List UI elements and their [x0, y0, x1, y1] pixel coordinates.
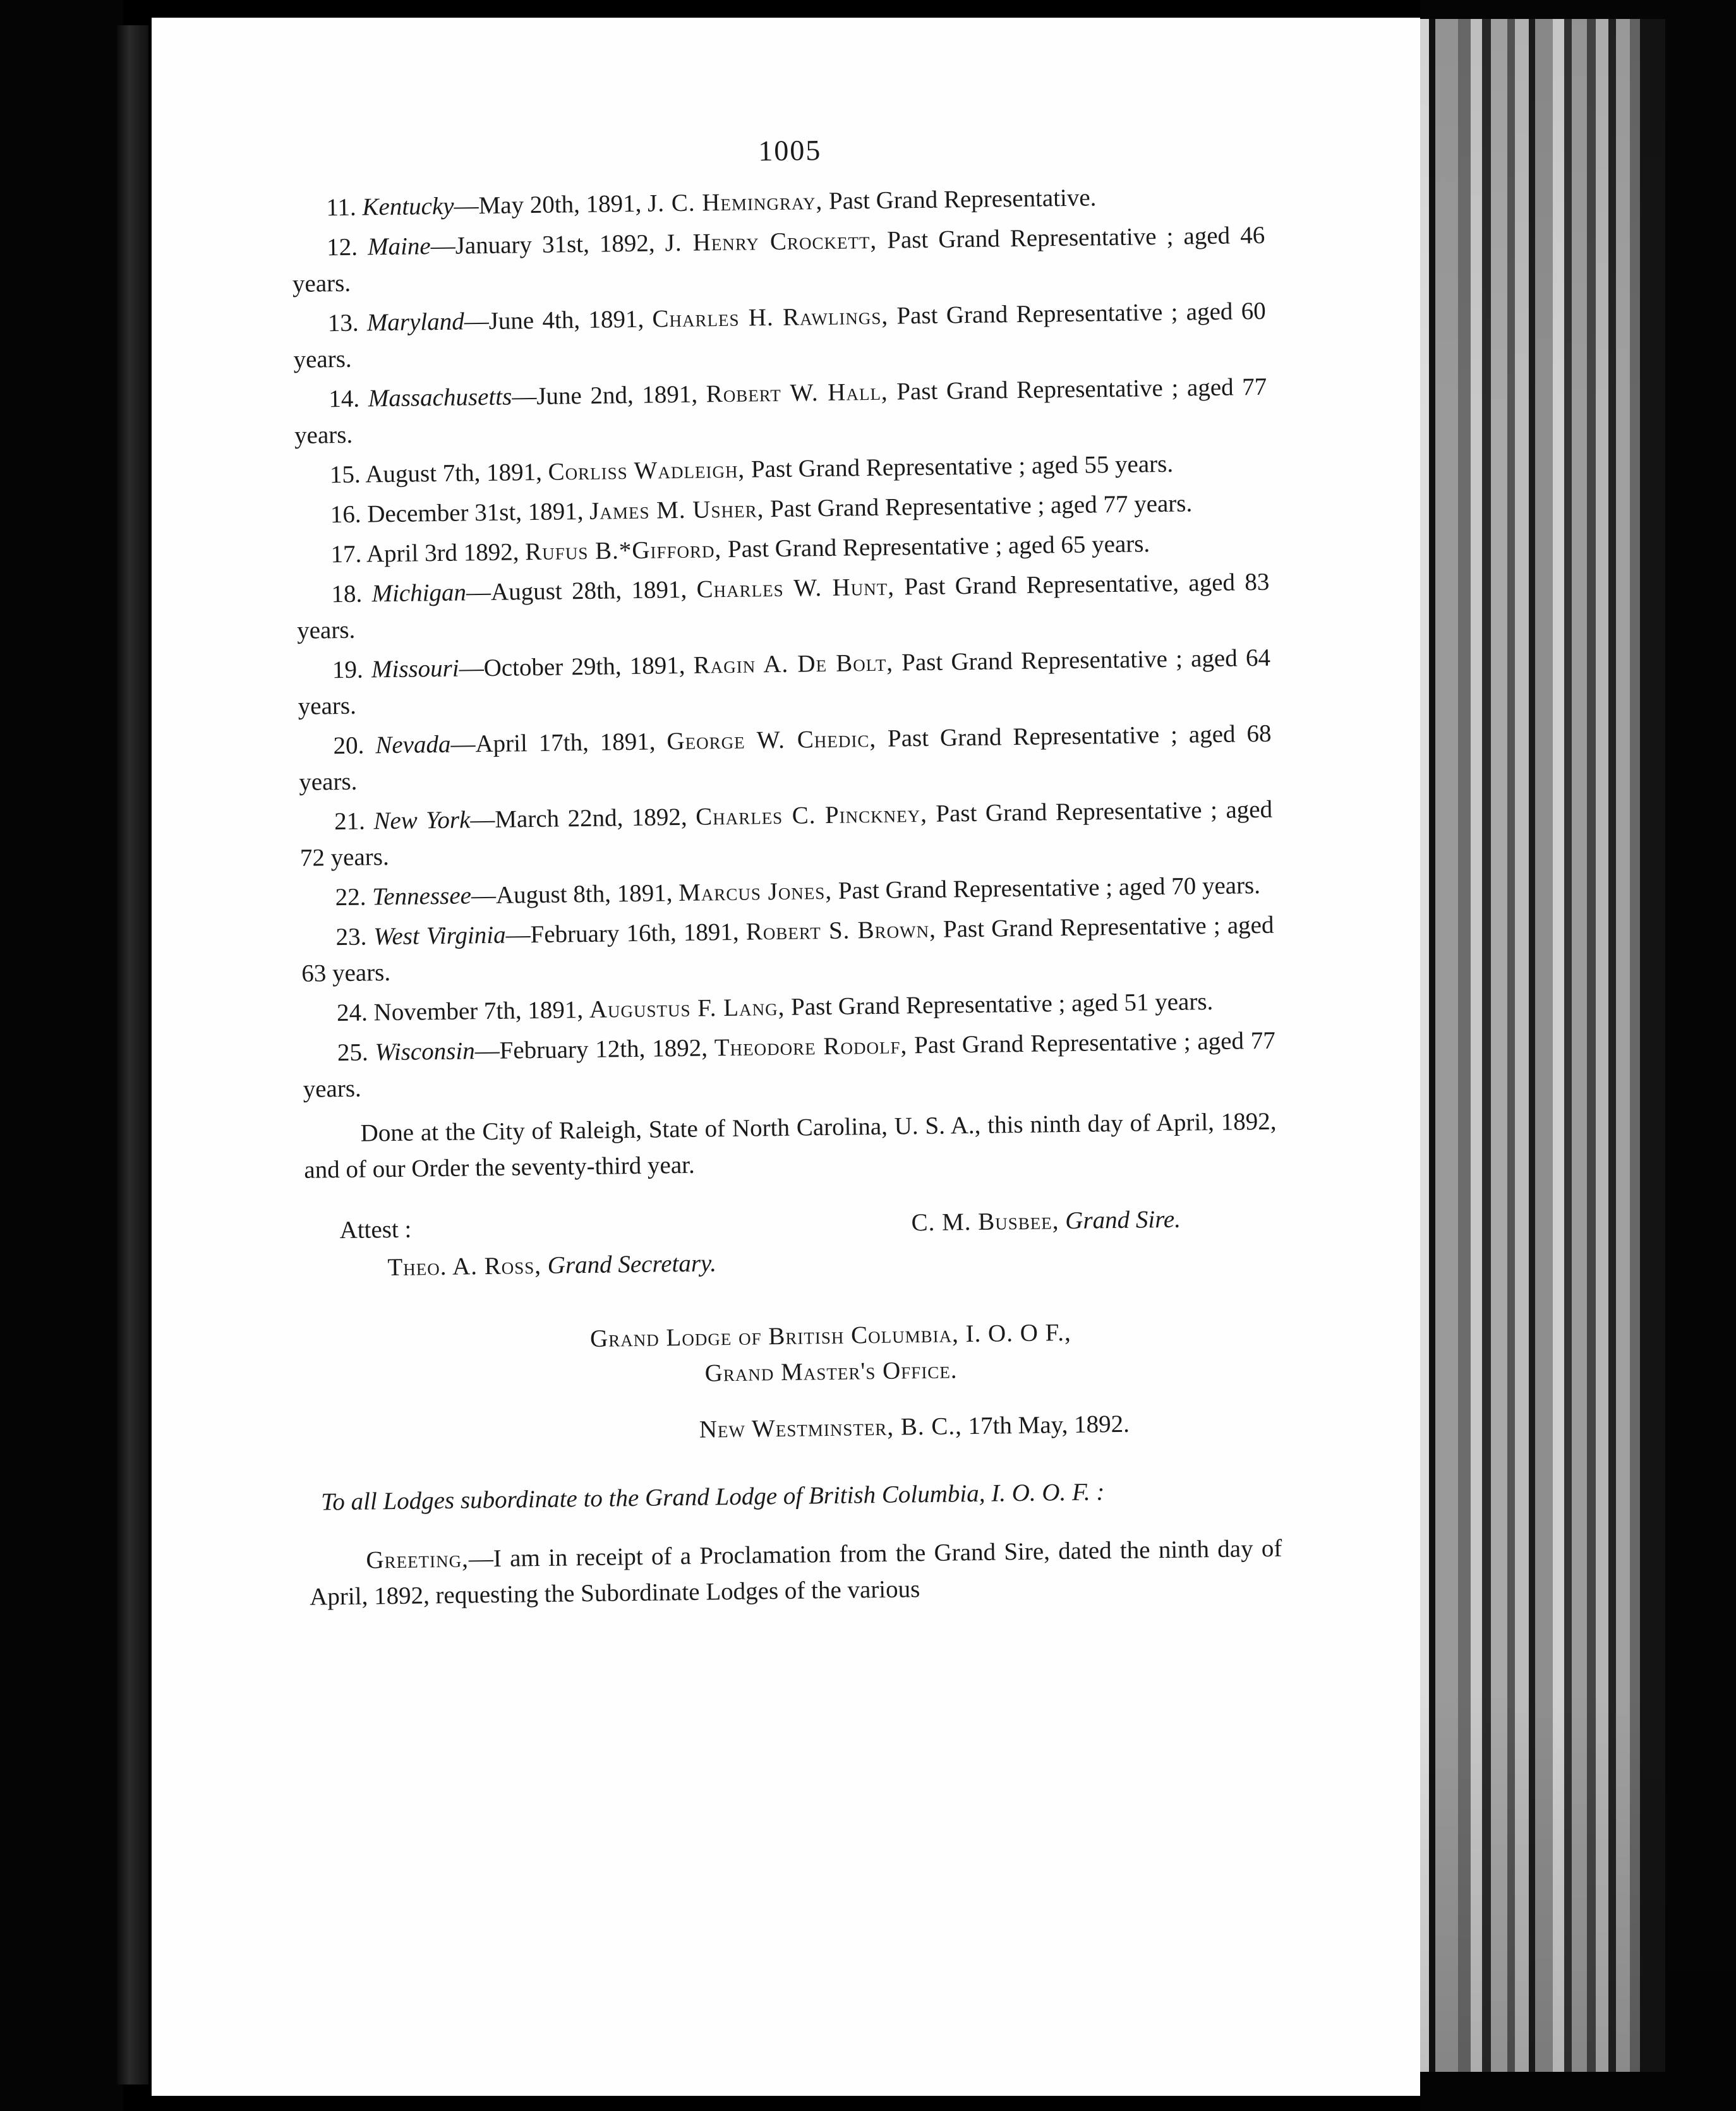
entry-date: August 28th, 1891,	[490, 575, 687, 606]
grand-sire-signature	[911, 1201, 1181, 1241]
entry-name: Charles C. Pinckney,	[695, 800, 928, 831]
entry-name: Rufus B.*Gifford,	[524, 536, 722, 566]
entry-state: Massachusetts	[368, 383, 512, 412]
entry-number: 20.	[333, 731, 365, 760]
entry-name: J. Henry Crockett,	[665, 226, 877, 257]
entry-date: April 3rd 1892,	[366, 538, 519, 568]
entry-date: April 17th, 1891,	[475, 728, 656, 758]
entry-description: Past Grand Representative, aged 83 years.	[296, 568, 1270, 644]
entry-description: Past Grand Representative ; aged 77 years.	[769, 490, 1193, 523]
left-book-spine	[0, 0, 123, 2111]
entry-number: 22.	[335, 883, 366, 911]
entry-name: Charles H. Rawlings,	[652, 302, 889, 333]
entry-state: Maryland	[366, 308, 464, 337]
entry-description: Past Grand Representative ; aged 68 years.	[299, 719, 1272, 796]
entry-description: Past Grand Representative ; aged 77 years.	[294, 373, 1267, 449]
page-number: 1005	[757, 134, 822, 167]
place-date-line	[699, 1404, 1281, 1448]
entry-number: 18.	[331, 580, 363, 608]
greeting-paragraph	[309, 1531, 1282, 1615]
entry-date: August 8th, 1891,	[495, 879, 673, 909]
entry-name: Robert W. Hall,	[706, 378, 888, 408]
entry-name: Marcus Jones,	[678, 877, 833, 907]
entry-name: Ragin A. De Bolt,	[693, 649, 894, 679]
entry-description: Past Grand Representative ; aged 64 years.	[298, 644, 1271, 720]
entry-name: James M. Usher,	[589, 495, 764, 525]
entry-description: Past Grand Representative ; aged 63 years.	[301, 911, 1274, 987]
entry-number: 23.	[335, 923, 367, 951]
entry-description: Past Grand Representative ; aged 77 years.	[303, 1026, 1276, 1103]
lodge-heading-line2: Grand Master's Office.	[704, 1356, 958, 1387]
entry-description: Past Grand Representative ; aged 60 years.	[293, 297, 1266, 373]
entry-date: October 29th, 1891,	[483, 651, 685, 682]
entry-number: 14.	[329, 385, 360, 413]
obituary-entry: 11. Kentucky—May 20th, 1891, J. C. Hemingray, Past Grand Representative.	[326, 184, 1097, 222]
entry-name: J. C. Hemingray,	[647, 187, 823, 217]
entry-date: January 31st, 1892,	[455, 229, 655, 260]
page-edges-shading	[1420, 0, 1736, 2111]
entry-state: Maine	[367, 232, 431, 261]
entry-state: Missouri	[371, 654, 459, 683]
obituary-entry: 14. Massachusetts—June 2nd, 1891, Robert W. Hall, Past Grand Representative ; aged 77 years.	[294, 373, 1267, 449]
obituary-list	[291, 177, 1276, 1107]
entry-state: Kentucky	[362, 192, 454, 221]
entry-description: Past Grand Representative.	[828, 184, 1097, 215]
entry-date: March 22nd, 1892,	[495, 803, 687, 833]
entry-name: Theodore Rodolf,	[714, 1031, 908, 1062]
greeting-word: Greeting,	[366, 1545, 469, 1574]
secretary-title: Grand Secretary.	[547, 1249, 717, 1279]
obituary-entry: 20. Nevada—April 17th, 1891, George W. Chedic, Past Grand Representative ; aged 68 years.	[299, 719, 1272, 796]
entry-number: 12.	[326, 233, 358, 262]
entry-state: Michigan	[371, 579, 467, 608]
entry-number: 16.	[330, 500, 361, 529]
page-edges-stack	[1420, 0, 1736, 2111]
entry-description: Past Grand Representative ; aged 65 years.	[727, 530, 1150, 563]
entry-number: 21.	[334, 807, 366, 836]
entry-description: Past Grand Representative ; aged 51 years.	[790, 988, 1214, 1021]
entry-description: Past Grand Representative ; aged 72 years.	[299, 795, 1273, 872]
attest-label: Attest :	[339, 1215, 412, 1244]
place-name: New Westminster, B. C.,	[699, 1412, 963, 1443]
entry-description: Past Grand Representative ; aged 70 years.	[838, 872, 1261, 905]
entry-description: Past Grand Representative ; aged 55 years.	[750, 450, 1174, 483]
secretary-name: Theo. A. Ross,	[387, 1251, 542, 1282]
entry-name: Corliss Wadleigh,	[548, 455, 745, 486]
entry-name: Charles W. Hunt,	[696, 573, 895, 603]
entry-number: 13.	[327, 309, 359, 337]
lodge-heading-line1: Grand Lodge of British Columbia, I. O. O F.,	[589, 1318, 1071, 1352]
entry-date: May 20th, 1891,	[478, 189, 642, 220]
entry-name: Augustus F. Lang,	[589, 993, 785, 1023]
obituary-entry: 21. New York—March 22nd, 1892, Charles C. Pinckney, Past Grand Representative ; aged 72 years.	[299, 795, 1273, 872]
entry-date: August 7th, 1891,	[365, 458, 543, 488]
greeting-text: —I am in receipt of a Proclamation from the Grand Sire, dated the ninth day of April, 1892, requesting the Subordinate Lodges of the various	[309, 1534, 1282, 1611]
entry-date: December 31st, 1891,	[367, 497, 584, 528]
entry-date: June 2nd, 1891,	[536, 380, 698, 410]
lodge-heading	[306, 1312, 1280, 1397]
closing-paragraph: Done at the City of Raleigh, State of North Carolina, U. S. A., this ninth day of April, 1892, and of our Order the seventy-third year.	[304, 1107, 1277, 1184]
obituary-entry: 25. Wisconsin—February 12th, 1892, Theodore Rodolf, Past Grand Representative ; aged 77 years.	[303, 1026, 1276, 1103]
obituary-entry: 13. Maryland—June 4th, 1891, Charles H. Rawlings, Past Grand Representative ; aged 60 years.	[293, 297, 1266, 373]
entry-state: Nevada	[375, 730, 451, 759]
entry-state: West Virginia	[373, 921, 506, 951]
entry-date: February 16th, 1891,	[530, 918, 739, 949]
obituary-entry: 12. Maine—January 31st, 1892, J. Henry Crockett, Past Grand Representative ; aged 46 years.	[292, 221, 1265, 298]
entry-name: George W. Chedic,	[666, 725, 877, 755]
left-spine-edge	[117, 25, 148, 2084]
entry-number: 19.	[332, 656, 364, 684]
entry-number: 17.	[330, 540, 362, 568]
entry-date: November 7th, 1891,	[373, 996, 584, 1026]
entry-number: 24.	[336, 999, 368, 1027]
grand-sire-name: C. M. Busbee,	[911, 1207, 1059, 1237]
obituary-entry: 19. Missouri—October 29th, 1891, Ragin A. De Bolt, Past Grand Representative ; aged 64 years.	[298, 644, 1271, 720]
entry-description: Past Grand Representative ; aged 46 years.	[292, 221, 1265, 298]
letter-date: 17th May, 1892.	[968, 1410, 1130, 1440]
entry-number: 25.	[337, 1038, 368, 1067]
entry-state: Wisconsin	[375, 1037, 475, 1066]
entry-name: Robert S. Brown,	[745, 915, 937, 946]
entry-date: June 4th, 1891,	[488, 305, 644, 335]
obituary-entry: 23. West Virginia—February 16th, 1891, Robert S. Brown, Past Grand Representative ; aged 63 years.	[301, 911, 1274, 987]
entry-state: Tennessee	[371, 882, 472, 911]
page-content	[291, 126, 1283, 1640]
entry-date: February 12th, 1892,	[499, 1034, 708, 1064]
entry-number: 11.	[326, 193, 357, 222]
obituary-entry: 22. Tennessee—August 8th, 1891, Marcus Jones, Past Grand Representative ; aged 70 years.	[335, 872, 1261, 911]
entry-state: New York	[373, 806, 471, 835]
entry-number: 15.	[329, 460, 361, 489]
obituary-entry: 18. Michigan—August 28th, 1891, Charles W. Hunt, Past Grand Representative, aged 83 years.	[296, 568, 1270, 644]
address-line: To all Lodges subordinate to the Grand Lodge of British Columbia, I. O. O. F. :	[320, 1478, 1105, 1516]
grand-sire-title: Grand Sire.	[1064, 1205, 1181, 1235]
